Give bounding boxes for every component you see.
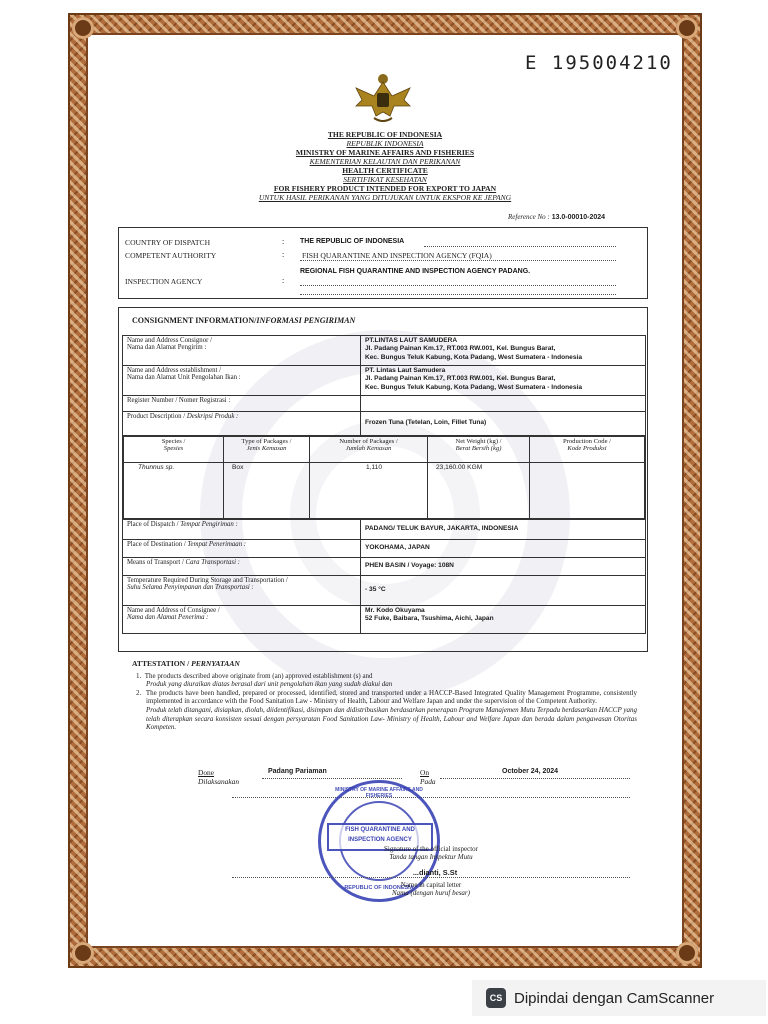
production-code-cell [530, 463, 645, 519]
package-type-cell: Box [224, 463, 310, 519]
consignor-label: Name and Address Consignor / [127, 337, 212, 344]
scanner-footer [472, 980, 766, 1016]
border-corner-ornament [72, 17, 94, 39]
dispatch-label: Place of Dispatch / [127, 521, 181, 528]
border-corner-ornament [676, 942, 698, 964]
species-cell: Thunnus sp. [124, 463, 224, 519]
name-caption: Name in capital letter Nama (dengan huruf besar) [392, 881, 470, 897]
signature-caption: Signature of the official inspector Tanda tangan Inspektur Mutu [384, 845, 478, 861]
table-row: Place of Dispatch / Tempat Pengiriman : PADANG/ TELUK BAYUR, JAKARTA, INDONESIA [123, 520, 646, 540]
header-line: KEMENTERIAN KELAUTAN DAN PERIKANAN [309, 157, 461, 166]
attestation-item-2-id: Produk telah ditangani, disiapkan, diolah, diidentifikasi, disimpan dan didistribusikan berdasarkan penerapan Program Manajemen Mutu Terpadu berdasarkan HACCP yang telah diterapkan secara konsisten sesuai dengan persyaratan Food Sanitation Law- Ministry of Health, Labour and Welfare Japan dan berada dalam pengawasan Otoritas Kompeten. [146, 705, 637, 732]
table-row [123, 412, 646, 436]
table-row: Name and Address of Consignee / Nama dan Alamat Penerima : Mr. Kodo Okuyama 52 Fuke, Baibara, Tsushima, Aichi, Japan [123, 606, 646, 634]
serial-number: E 195004210 [525, 52, 673, 74]
register-label: Register Number / Nomer Registrasi : [123, 396, 361, 412]
stamp-center-line-1: FISH QUARANTINE AND [345, 827, 415, 833]
consignor-value: PT.LINTAS LAUT SAMUDERA Jl. Padang Painan Km.17, RT.003 RW.001, Kel. Bungus Barat, Kec. Bungus Teluk Kabung, Kota Padang, West Sumatera - Indonesia [361, 336, 646, 366]
temperature-value: - 35 °C [361, 576, 646, 606]
package-count-cell: 1,110 [310, 463, 428, 519]
date-value: October 24, 2024 [502, 768, 559, 775]
place-value: Padang Pariaman [268, 768, 327, 775]
package-header-row: Species / Spesies Type of Packages / Jenis Kemasan Number of Packages / Jumlah Kemasan Net Weight (kg) / Berat Bersih (kg) Production Code / Kode Produksi [124, 437, 645, 463]
header-line: HEALTH CERTIFICATE [342, 166, 428, 175]
header-line: SERTIFIKAT KESEHATAN [343, 175, 427, 184]
authority-label: COMPETENT AUTHORITY [125, 251, 217, 260]
garuda-emblem-icon [352, 66, 414, 128]
stamp-ring-bottom: REPUBLIC OF INDONESIA [344, 885, 414, 891]
header-line: UNTUK HASIL PERIKANAN YANG DITUJUKAN UNTUK EKSPOR KE JEPANG [258, 193, 512, 202]
table-row [123, 436, 646, 520]
establishment-label: Name and Address establishment / [127, 367, 222, 374]
header-line: REPUBLIK INDONESIA [346, 139, 424, 148]
header-line: THE REPUBLIC OF INDONESIA [327, 130, 443, 139]
camscanner-logo-icon: CS [486, 988, 506, 1008]
country-label: COUNTRY OF DISPATCH [125, 238, 211, 247]
done-label: Done Dilaksanakan [198, 768, 240, 786]
table-row: Temperature Required During Storage and Transportation / Suhu Selama Penyimpanan dan Transportasi : - 35 °C [123, 576, 646, 606]
authority-value: FISH QUARANTINE AND INSPECTION AGENCY (FQIA) [302, 251, 492, 260]
transport-value: PHEN BASIN / Voyage: 108N [361, 558, 646, 576]
border-corner-ornament [676, 17, 698, 39]
consignee-value: Mr. Kodo Okuyama 52 Fuke, Baibara, Tsushima, Aichi, Japan [361, 606, 646, 634]
register-value [361, 396, 646, 412]
table-row: Name and Address establishment / Nama dan Alamat Unit Pengolahan Ikan : PT. Lintas Laut Samudera Jl. Padang Painan Km.17, RT.003 RW.001, Kel. Bungus Barat, Kec. Bungus Teluk Kabung, Kota Padang, West Sumatera - Indonesia [123, 366, 646, 396]
attestation-item-1: 1. The products described above originate from (an) approved establishment (s) and [136, 671, 373, 680]
table-row: Place of Destination / Tempat Penerimaan : YOKOHAMA, JAPAN [123, 540, 646, 558]
destination-label: Place of Destination / [127, 541, 188, 548]
table-row: Means of Transport / Cara Transportasi : PHEN BASIN / Voyage: 108N [123, 558, 646, 576]
consignee-label: Name and Address of Consignee / [127, 607, 220, 614]
attestation-item-2: 2. The products have been handled, prepared or processed, identified, stored and transported under a HACCP-Based Integrated Quality Management Programme, consistently implemented in accordance with the Food Sanitation Law - Ministry of Health, Labour and Welfare Japan and under the supervision of the Competent Authority. [136, 688, 637, 706]
consignment-title: CONSIGNMENT INFORMATION/INFORMASI PENGIRIMAN [132, 316, 356, 325]
dispatch-value: PADANG/ TELUK BAYUR, JAKARTA, INDONESIA [361, 520, 646, 540]
header-line: MINISTRY OF MARINE AFFAIRS AND FISHERIES [295, 148, 475, 157]
stamp-center-line-2: INSPECTION AGENCY [348, 837, 412, 843]
reference-label: Reference No : [508, 213, 550, 221]
inspector-name: ...dianti, S.St [412, 868, 458, 877]
attestation-section [132, 660, 637, 732]
border-corner-ornament [72, 942, 94, 964]
attestation-item-1-id: Produk yang diuraikan diatas berasal dari unit pengolahan ikan yang sudah diakui dan [146, 680, 393, 689]
product-label: Product Description / Deskripsi Produk : [123, 412, 361, 436]
temperature-label: Temperature Required During Storage and Transportation / [127, 577, 288, 584]
destination-value: YOKOHAMA, JAPAN [361, 540, 646, 558]
agency-label: INSPECTION AGENCY [125, 277, 203, 286]
agency-value: REGIONAL FISH QUARANTINE AND INSPECTION AGENCY PADANG. [300, 268, 531, 275]
package-table [123, 436, 645, 519]
establishment-value: PT. Lintas Laut Samudera Jl. Padang Painan Km.17, RT.003 RW.001, Kel. Bungus Barat, Kec. Bungus Teluk Kabung, Kota Padang, West Sumatera - Indonesia [361, 366, 646, 396]
reference-number [508, 213, 605, 221]
net-weight-cell: 23,160.00 KGM [428, 463, 530, 519]
stamp-ring-top: MINISTRY OF MARINE AFFAIRS AND FISHERIES [335, 787, 423, 799]
scanner-caption: Dipindai dengan CamScanner [514, 989, 715, 1007]
on-label: On Pada [420, 768, 436, 786]
table-row: Name and Address Consignor / Nama dan Alamat Pengirim : PT.LINTAS LAUT SAMUDERA Jl. Padang Painan Km.17, RT.003 RW.001, Kel. Bungus Barat, Kec. Bungus Teluk Kabung, Kota Padang, West Sumatera - Indonesia [123, 336, 646, 366]
header-line: FOR FISHERY PRODUCT INTENDED FOR EXPORT TO JAPAN [273, 184, 497, 193]
consignment-table [122, 335, 646, 634]
transport-label: Means of Transport / [127, 559, 186, 566]
reference-value: 13.0-00010-2024 [551, 214, 606, 221]
package-data-row [124, 463, 645, 519]
document-page: E 195004210 THE REPUBLIC OF INDONESIA REPUBLIK INDONESIA MINISTRY OF MARINE AFFAIRS AND FISHERIES KEMENTERIAN KELAUTAN DAN PERIKANAN HEALTH CERTIFICATE SERTIFIKAT KESEHATAN FOR FISHERY PRODUCT INTENDED FOR EXPORT TO JAPAN UNTUK HASIL PERIKANAN YANG DITUJUKAN UNTUK EKSPOR KE JEPANG Reference No : 13.0-00010-2024 COUNTRY OF DISPATCH : THE REPUBLIC OF INDONESIA COMPETENT AUTHORITY : FISH QUARANTINE AND INSPECTION AGENCY (FQIA) INSPECTION AGENCY : REGIONAL FISH QUARANTINE AND INSPECTION AGENCY PADANG. CONSIGNMENT INFORMATION/INFORMASI PENGIRIMAN Name and Address Consignor / Nama dan Alamat Pengirim : PT.LINTAS LAUT SAMUDERA Jl. Padang Painan Km.17, RT.003 RW.001, Kel. Bungus Barat, Kec. Bungus Teluk Kabung, Kota Padang, West Sumatera - Indonesia Name and Address establishment / Nama dan Alamat Unit Pengolahan Ikan : PT. Lintas Laut Samudera Jl. Padang Painan Km.17, RT.003 RW.001, Kel. Bungus Barat, Kec. Bungus Teluk Kabung, Kota Padang, West Sumatera - Indonesia Register Number / Nomer Registrasi : Product Description / Deskripsi Produk : Frozen Tuna (Tetelan, Loin, Fillet Tuna) Species / Spesies Type of Packages / Jenis Kemasan Number of Packages / Jumlah Kemasan Net Weight (kg) / Berat Bersih (kg) Production Code / Kode Produksi Thunnus sp. Box 1,110 23,160.00 KGM Place of Dispatch / Tempat Pengiriman : PADANG/ TELUK BAYUR, JAKARTA, INDONESIA Place of Destination / Tempat Penerimaan : YOKOHAMA, JAPAN Means of Transport / Cara Transportasi : PHEN BASIN / Voyage: 108N Temperature Required During Storage and Transportation / Suhu Selama Penyimpanan dan Transportasi : - 35 °C Name and Address of Consignee / Nama dan Alamat Penerima : Mr. Kodo Okuyama 52 Fuke, Baibara, Tsushima, Aichi, Japan ATTESTATION / PERNYATAAN 1. The products described above originate from (an) approved establishment (s) and Produk yang diuraikan diatas berasal dari unit pengolahan ikan yang sudah diakui dan 2. The products have been handled, prepared or processed, identified, stored and transported under a HACCP-Based Integrated Quality Management Programme, consistently implemented in accordance with the Food Sanitation Law - Ministry of Health, Labour and Welfare Japan and under the supervision of the Competent Authority. Produk telah ditangani, disiapkan, diolah, diidentifikasi, disimpan dan didistribusikan berdasarkan penerapan Program Manajemen Mutu Terpadu berdasarkan HACCP yang telah diterapkan secara konsisten sesuai dengan persyaratan Food Sanitation Law- Ministry of Health, Labour and Welfare Japan dan berada dalam pengawasan Otoritas Kompeten. Done Dilaksanakan Padang Pariaman On Pada October 24, 2024 MINISTRY OF MARINE AFFAIRS AND FISHERIES FISH QUARANTINE AND INSPECTION AGENCY REPUBLIC OF INDONESIA Signature of the official inspector Tanda tangan Inspektur Mutu ...dianti, S.St Name in capital letter Nama (dengan huruf besar) CS Dipindai dengan CamScanner [0, 0, 768, 1024]
table-row [123, 396, 646, 412]
product-value: Frozen Tuna (Tetelan, Loin, Fillet Tuna) [361, 412, 646, 436]
country-value: THE REPUBLIC OF INDONESIA [300, 238, 405, 245]
attestation-title: ATTESTATION / PERNYATAAN [132, 659, 240, 668]
